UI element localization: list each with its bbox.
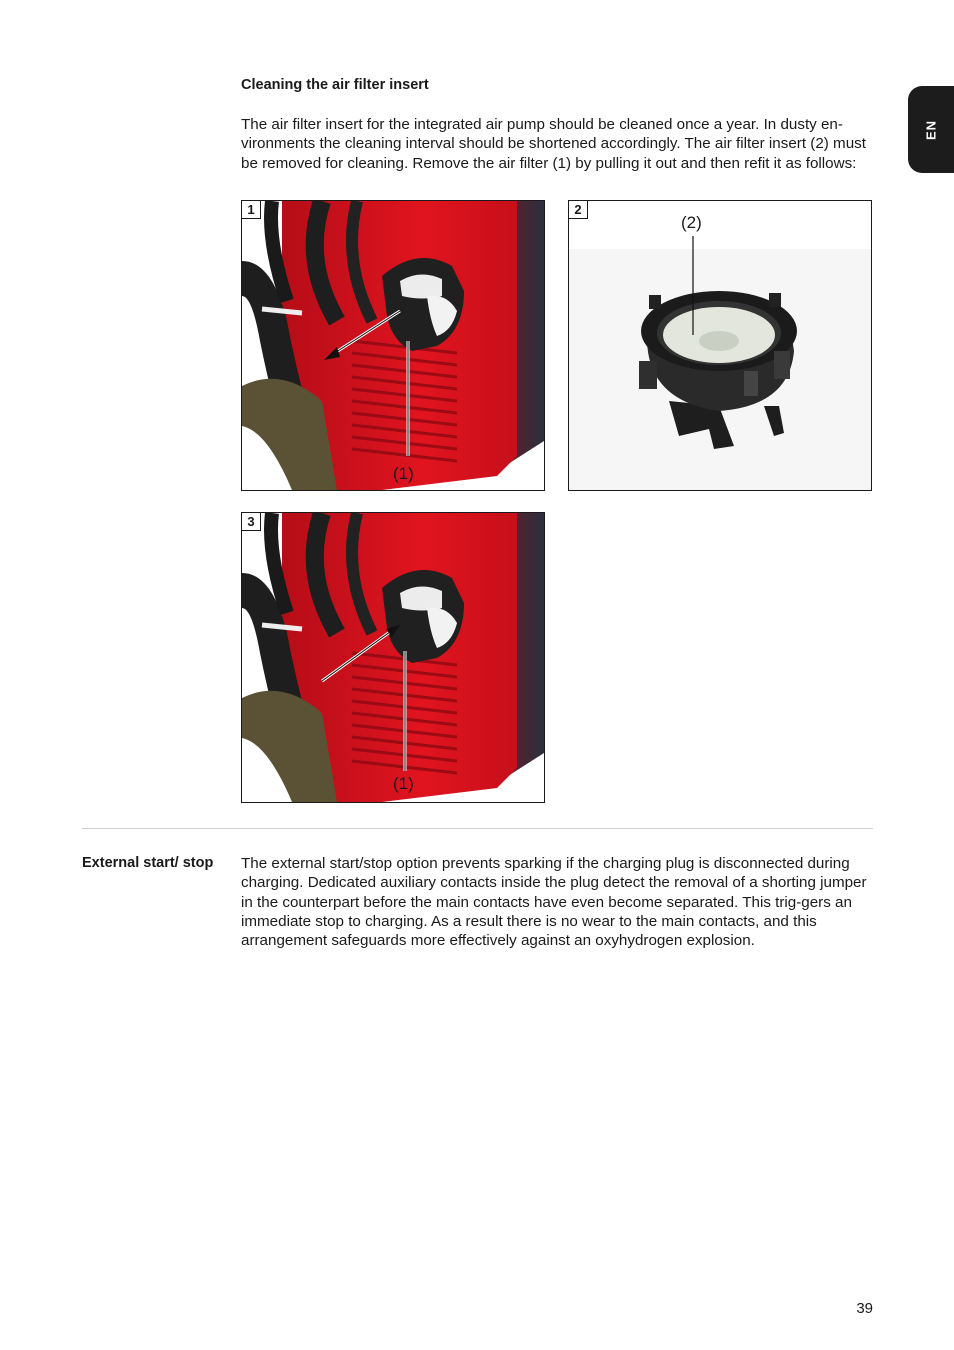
figure-1-number: 1 bbox=[242, 201, 261, 219]
language-tab bbox=[908, 86, 954, 173]
figure-2-number: 2 bbox=[569, 201, 588, 219]
section-divider bbox=[82, 828, 873, 829]
language-tab-label: EN bbox=[923, 119, 939, 140]
air-filter-insert-photo-icon bbox=[569, 201, 871, 490]
air-filter-paragraph: The air filter insert for the integrated air pump should be cleaned once a year. In dusty en-vironments the cleaning interval should be shortened accordingly. The air filter insert (2) must be removed for cleaning. Remove the air filter (1) by pulling it out and then refit it as follows: bbox=[241, 116, 866, 172]
section-heading-external-start-stop: External start/ stop bbox=[82, 855, 214, 871]
figure-2-callout: (2) bbox=[681, 213, 702, 232]
figure-3-number: 3 bbox=[242, 513, 261, 531]
figure-1-callout: (1) bbox=[393, 464, 414, 483]
air-filter-in-housing-photo-icon bbox=[242, 201, 544, 490]
figure-3-callout: (1) bbox=[393, 774, 414, 793]
page-number: 39 bbox=[856, 1300, 873, 1317]
external-start-stop-paragraph: The external start/stop option prevents sparking if the charging plug is disconnected during charging. Dedicated auxiliary contacts inside the plug detect the removal of a shorting jumper in the counterpart before the main contacts have even become separated. This trig-gers an immediate stop to charging. As a result there is no wear to the main contacts, and this arrangement safeguards more effectively against an oxyhydrogen explosion. bbox=[241, 855, 867, 950]
figure-3 bbox=[241, 512, 545, 803]
section-heading-air-filter: Cleaning the air filter insert bbox=[241, 77, 429, 93]
figure-2 bbox=[568, 200, 872, 491]
air-filter-in-housing-photo-icon bbox=[242, 513, 544, 802]
figure-1 bbox=[241, 200, 545, 491]
